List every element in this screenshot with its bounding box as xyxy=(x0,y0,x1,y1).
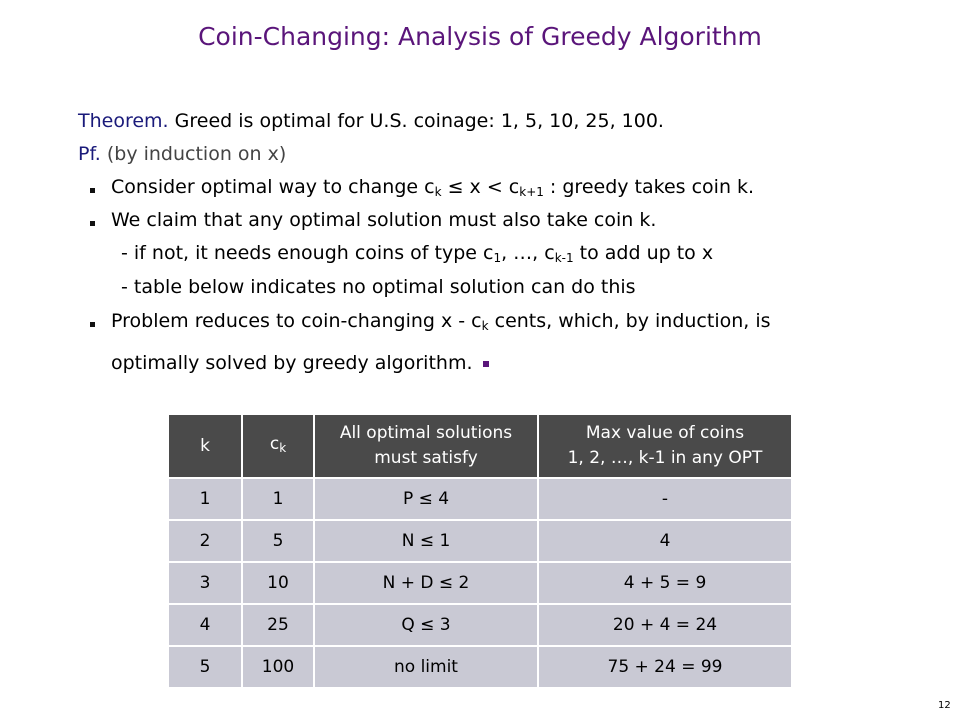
cell-ck: 1 xyxy=(242,478,314,520)
cell-k: 2 xyxy=(169,520,242,562)
cell-ck: 10 xyxy=(242,562,314,604)
bullet-marker xyxy=(90,322,95,327)
cell-k: 1 xyxy=(169,478,242,520)
qed-square-icon xyxy=(483,361,489,367)
bullet-text: optimally solved by greedy algorithm. xyxy=(111,352,473,374)
proof-line xyxy=(78,143,286,165)
coin-analysis-table xyxy=(169,415,791,689)
table-row xyxy=(169,604,791,646)
header-ck xyxy=(242,415,314,478)
cell-max: 75 + 24 = 99 xyxy=(538,646,791,688)
cell-max: - xyxy=(538,478,791,520)
header-optimal-constraint xyxy=(314,415,538,478)
cell-max: 4 xyxy=(538,520,791,562)
table-row xyxy=(169,646,791,688)
table-row xyxy=(169,520,791,562)
cell-k: 4 xyxy=(169,604,242,646)
theorem-text: Greed is optimal for U.S. coinage: 1, 5, 10, 25, 100. xyxy=(174,110,664,132)
sub-text: to add up to x xyxy=(573,242,714,264)
table-header-row xyxy=(169,415,791,478)
dash: - xyxy=(121,242,128,264)
subscript: k xyxy=(481,319,489,333)
page-number: 12 xyxy=(938,700,951,711)
sub-text: if not, it needs enough coins of type c xyxy=(133,242,494,264)
sub-text: table below indicates no optimal solution can do this xyxy=(133,276,636,298)
cell-max: 20 + 4 = 24 xyxy=(538,604,791,646)
subscript: k xyxy=(434,185,442,199)
bullet-marker xyxy=(90,221,95,226)
cell-ck: 100 xyxy=(242,646,314,688)
bullet-problem-reduces xyxy=(111,310,771,333)
cell-constraint: N ≤ 1 xyxy=(314,520,538,562)
bullet-greedy-takes-coin xyxy=(111,176,754,199)
cell-constraint: N + D ≤ 2 xyxy=(314,562,538,604)
cell-constraint: Q ≤ 3 xyxy=(314,604,538,646)
cell-ck: 25 xyxy=(242,604,314,646)
bullet-text: Problem reduces to coin-changing x - c xyxy=(111,310,482,332)
bullet-text: ≤ x < c xyxy=(447,176,520,198)
sub-text: , …, c xyxy=(501,242,555,264)
cell-k: 3 xyxy=(169,562,242,604)
theorem-label: Theorem. xyxy=(78,110,169,132)
cell-constraint: no limit xyxy=(314,646,538,688)
slide-title: Coin-Changing: Analysis of Greedy Algorithm xyxy=(198,22,762,51)
proof-text: (by induction on x) xyxy=(106,143,287,165)
subscript: 1 xyxy=(493,251,502,265)
header-k: k xyxy=(169,415,242,478)
bullet-claim: We claim that any optimal solution must also take coin k. xyxy=(111,209,657,231)
header-text: All optimal solutions xyxy=(339,423,513,443)
proof-label: Pf. xyxy=(78,143,101,165)
bullet-text: Consider optimal way to change c xyxy=(111,176,435,198)
sub-item-if-not xyxy=(121,242,713,265)
bullet-marker xyxy=(90,188,95,193)
header-ck-base: c xyxy=(269,433,280,454)
header-text: must satisfy xyxy=(374,448,478,468)
subscript: k xyxy=(279,440,287,455)
cell-constraint: P ≤ 4 xyxy=(314,478,538,520)
cell-max: 4 + 5 = 9 xyxy=(538,562,791,604)
header-text: 1, 2, …, k-1 in any OPT xyxy=(567,448,763,468)
sub-item-table-below xyxy=(121,276,636,298)
header-max-value xyxy=(538,415,791,478)
subscript: k+1 xyxy=(519,185,544,199)
bullet-text: : greedy takes coin k. xyxy=(543,176,755,198)
subscript: k-1 xyxy=(554,251,574,265)
bullet-text: cents, which, by induction, is xyxy=(488,310,771,332)
table-row xyxy=(169,562,791,604)
dash: - xyxy=(121,276,128,298)
bullet-problem-reduces-cont xyxy=(111,352,489,374)
cell-ck: 5 xyxy=(242,520,314,562)
header-text: Max value of coins xyxy=(585,423,745,443)
cell-k: 5 xyxy=(169,646,242,688)
theorem-line xyxy=(78,110,664,132)
table-row xyxy=(169,478,791,520)
